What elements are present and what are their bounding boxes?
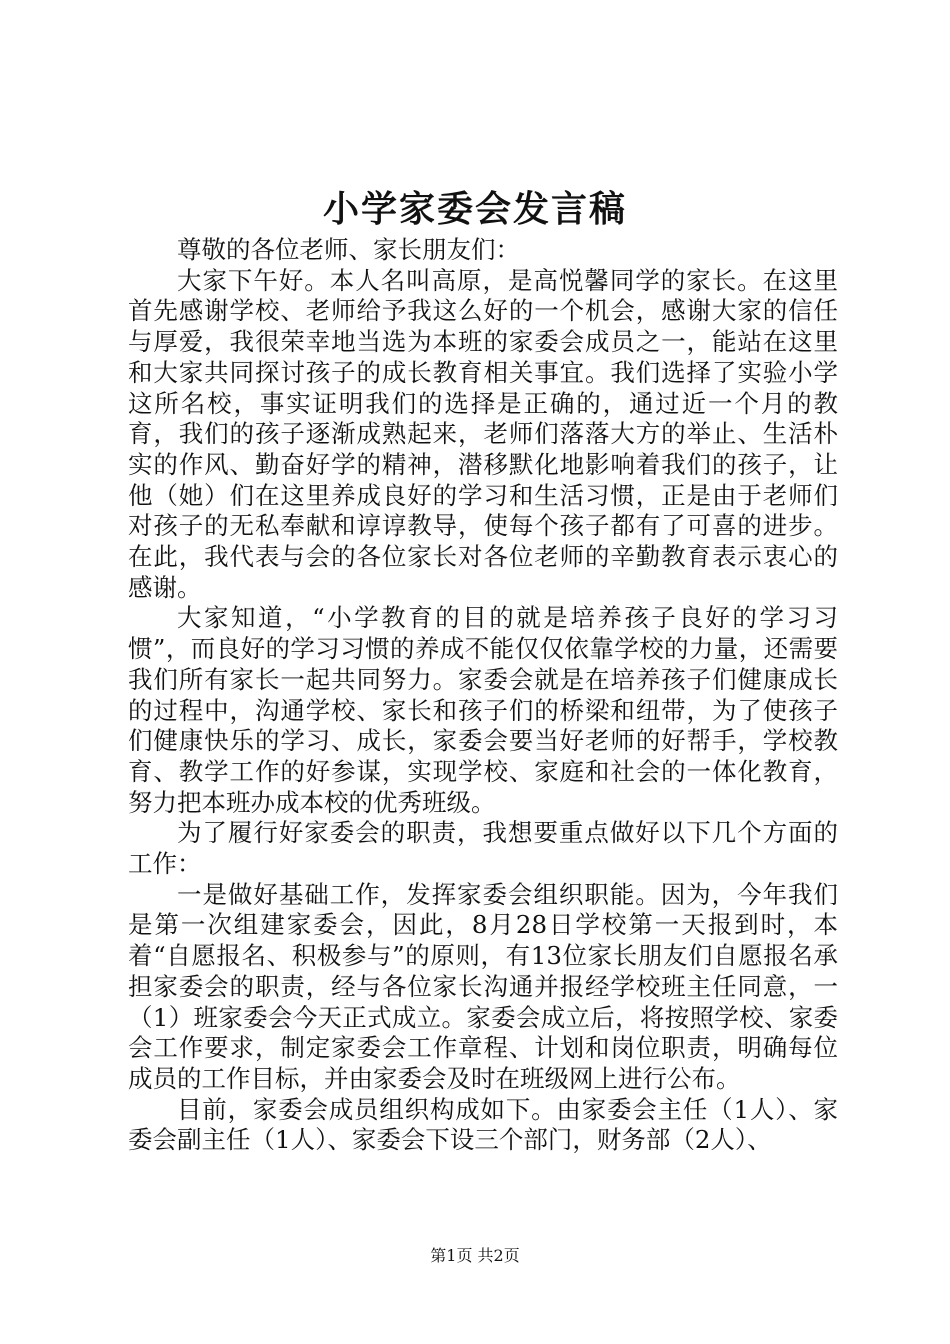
body-paragraph: 目前，家委会成员组织构成如下。由家委会主任（1人）、家委会副主任（1人）、家委会下设三个部门，财务部（2人）、 xyxy=(128,1094,838,1155)
document-body xyxy=(128,235,838,1156)
body-paragraph: 为了履行好家委会的职责，我想要重点做好以下几个方面的工作： xyxy=(128,818,838,879)
salutation-paragraph: 尊敬的各位老师、家长朋友们： xyxy=(177,235,520,264)
body-paragraph: 一是做好基础工作，发挥家委会组织职能。因为，今年我们是第一次组建家委会，因此，8月28日学校第一天报到时，本着“自愿报名、积极参与”的原则，有13位家长朋友们自愿报名承担家委会的职责，经与各位家长沟通并报经学校班主任同意，一（1）班家委会今天正式成立。家委会成立后，将按照学校、家委会工作要求，制定家委会工作章程、计划和岗位职责，明确每位成员的工作目标，并由家委会及时在班级网上进行公布。 xyxy=(128,879,838,1093)
body-paragraph: 大家知道，“小学教育的目的就是培养孩子良好的学习习惯”，而良好的学习习惯的养成不能仅仅依靠学校的力量，还需要我们所有家长一起共同努力。家委会就是在培养孩子们健康成长的过程中，沟通学校、家长和孩子们的桥梁和纽带，为了使孩子们健康快乐的学习、成长，家委会要当好老师的好帮手，学校教育、教学工作的好参谋，实现学校、家庭和社会的一体化教育，努力把本班办成本校的优秀班级。 xyxy=(128,603,838,817)
body-paragraph: 大家下午好。本人名叫高原，是高悦馨同学的家长。在这里首先感谢学校、老师给予我这么好的一个机会，感谢大家的信任与厚爱，我很荣幸地当选为本班的家委会成员之一，能站在这里和大家共同探讨孩子的成长教育相关事宜。我们选择了实验小学这所名校，事实证明我们的选择是正确的，通过近一个月的教育，我们的孩子逐渐成熟起来，老师们落落大方的举止、生活朴实的作风、勤奋好学的精神，潜移默化地影响着我们的孩子，让他（她）们在这里养成良好的学习和生活习惯，正是由于老师们对孩子的无私奉献和谆谆教导，使每个孩子都有了可喜的进步。在此，我代表与会的各位家长对各位老师的辛勤教育表示衷心的感谢。 xyxy=(128,265,838,602)
document-title: 小学家委会发言稿 xyxy=(322,188,627,230)
page-footer: 第1页 共2页 xyxy=(430,1246,520,1265)
